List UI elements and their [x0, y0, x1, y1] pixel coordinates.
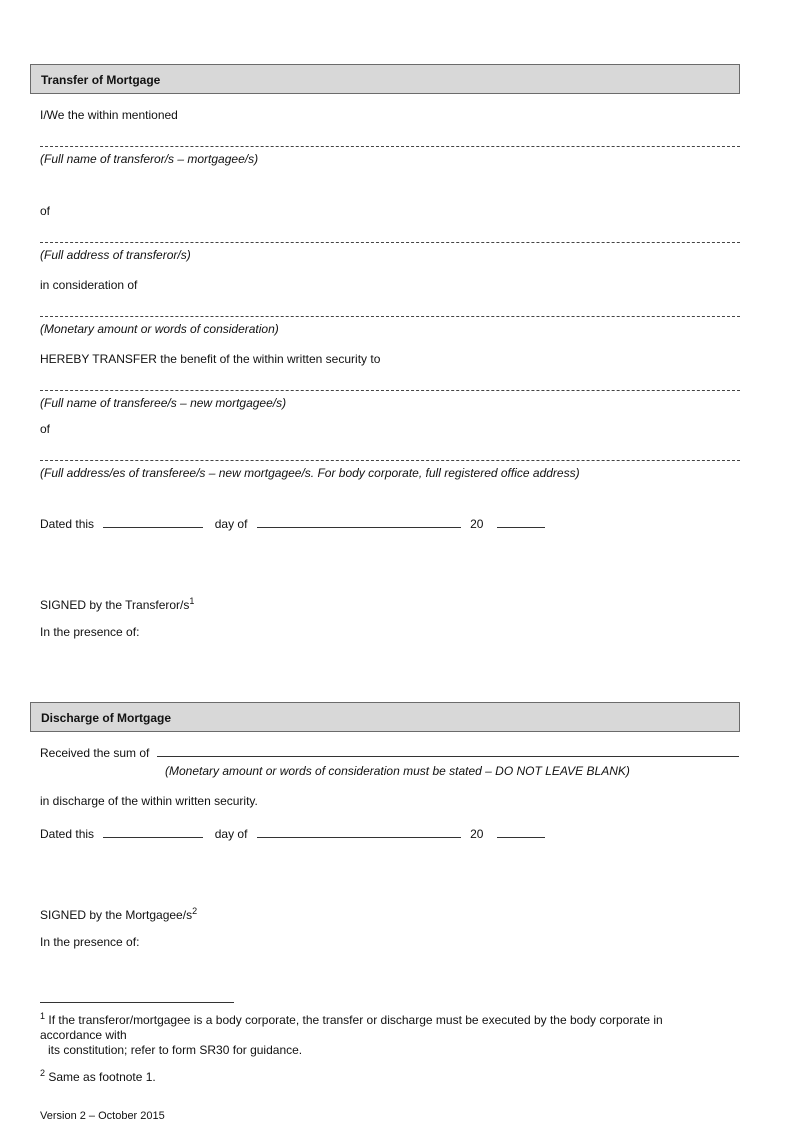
- footnote-2: $^2$ Same as footnote 1.: [40, 1068, 156, 1084]
- transferor-name-line[interactable]: [40, 146, 740, 147]
- of-label: of: [40, 422, 51, 436]
- day-of-label: day of: [214, 827, 248, 841]
- footnote-1-line2: accordance with: [40, 1028, 127, 1042]
- received-amount-field[interactable]: [157, 746, 739, 757]
- transferor-name-hint: (Full name of transferor/s – mortgagee/s): [40, 152, 259, 166]
- discharge-dated-row: [40, 827, 545, 841]
- footnote-separator: [40, 1002, 234, 1003]
- hereby-transfer-text: HEREBY TRANSFER the benefit of the within written security to: [40, 352, 381, 366]
- footnote-ref[interactable]: 2: [192, 906, 198, 916]
- of-label: of: [40, 204, 51, 218]
- year-label: 20: [470, 517, 484, 531]
- received-row: [40, 746, 739, 760]
- year-label: 20: [470, 827, 484, 841]
- dated-day-field[interactable]: [103, 827, 203, 838]
- footnote-1: $^1$ If the transferor/mortgagee is a body corporate, the transfer or discharge must be executed by the body corporate in: [40, 1011, 663, 1027]
- transferee-name-line[interactable]: [40, 390, 740, 391]
- transferee-address-line[interactable]: [40, 460, 740, 461]
- version-text: Version 2 – October 2015: [40, 1110, 165, 1122]
- transfer-dated-row: [40, 517, 545, 531]
- transfer-section-header: [30, 64, 740, 94]
- transfer-signed-text: SIGNED by the Transferor/$s^1$: [40, 596, 195, 612]
- dated-year-field[interactable]: [497, 517, 545, 528]
- consideration-hint: (Monetary amount or words of consideration): [40, 322, 279, 336]
- footnote-1-line3: its constitution; refer to form SR30 for guidance.: [48, 1043, 303, 1057]
- discharge-section-header: [30, 702, 740, 732]
- dated-month-field[interactable]: [257, 517, 461, 528]
- dated-label: Dated this: [40, 827, 95, 841]
- consideration-line[interactable]: [40, 316, 740, 317]
- transferee-name-hint: (Full name of transferee/s – new mortgagee/s): [40, 396, 287, 410]
- day-of-label: day of: [214, 517, 248, 531]
- consideration-label: in consideration of: [40, 278, 138, 292]
- transfer-presence-text: In the presence of:: [40, 625, 140, 639]
- discharge-signed-text: SIGNED by the Mortgagee/$s^2$: [40, 906, 198, 922]
- discharge-text: in discharge of the within written security.: [40, 794, 258, 808]
- transfer-intro: I/We the within mentioned: [40, 108, 178, 122]
- dated-day-field[interactable]: [103, 517, 203, 528]
- footnote-ref[interactable]: 1: [189, 596, 195, 606]
- dated-year-field[interactable]: [497, 827, 545, 838]
- discharge-presence-text: In the presence of:: [40, 935, 140, 949]
- transferee-address-hint: (Full address/es of transferee/s – new mortgagee/s. For body corporate, full registered office address): [40, 466, 580, 480]
- dated-month-field[interactable]: [257, 827, 461, 838]
- transferor-address-line[interactable]: [40, 242, 740, 243]
- transfer-heading: Transfer of Mortgage: [41, 73, 161, 87]
- dated-label: Dated this: [40, 517, 95, 531]
- received-label: Received the sum of: [40, 746, 150, 760]
- amount-hint: (Monetary amount or words of consideration must be stated – DO NOT LEAVE BLANK): [165, 764, 630, 778]
- transferor-address-hint: (Full address of transferor/s): [40, 248, 191, 262]
- discharge-heading: Discharge of Mortgage: [41, 711, 172, 725]
